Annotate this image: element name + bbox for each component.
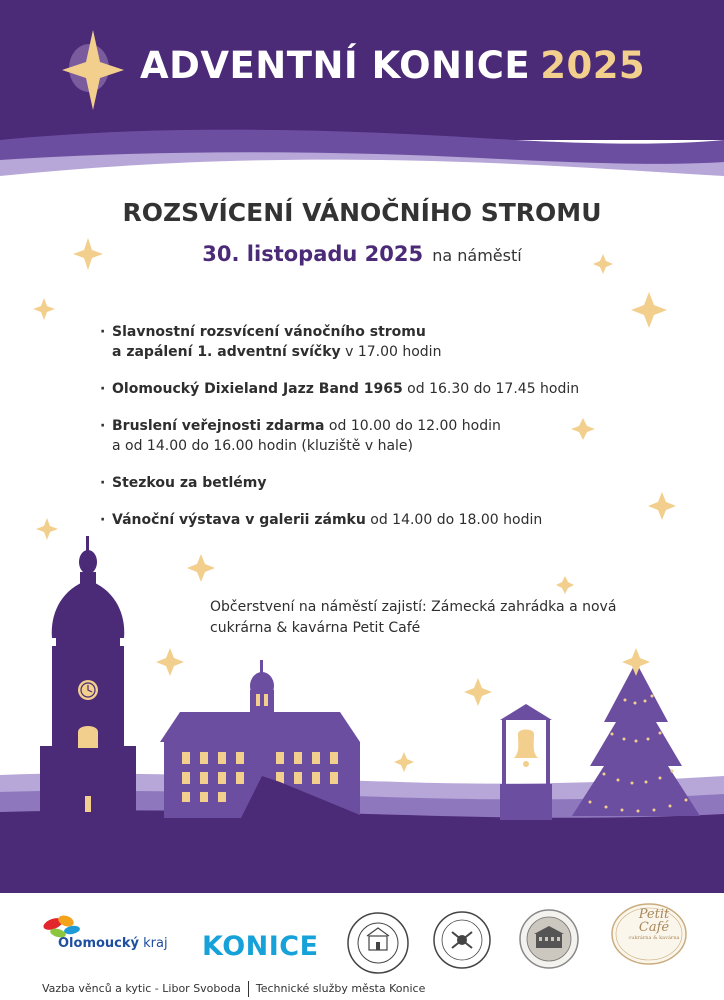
cultural-center-seal-icon xyxy=(345,910,411,976)
program-item-bold: Stezkou za betlémy xyxy=(112,475,267,491)
star-icon xyxy=(156,648,184,676)
program-item-text: a od 14.00 do 16.00 hodin (kluziště v hale) xyxy=(112,438,413,454)
petit-cafe-logo xyxy=(622,908,686,941)
program-item-text: od 14.00 do 18.00 hodin xyxy=(365,512,543,528)
star-icon xyxy=(464,678,492,706)
program-item-bold: Slavnostní rozsvícení vánočního stromu xyxy=(112,324,426,340)
program-item-text: v 17.00 hodin xyxy=(340,344,442,360)
star-icon xyxy=(648,492,676,520)
museum-seal-icon xyxy=(432,910,492,970)
credit-left: Vazba věnců a kytic - Libor Svoboda xyxy=(42,982,241,995)
konice-logo: KONICE xyxy=(202,931,319,962)
program-item-text: od 16.30 do 17.45 hodin xyxy=(402,381,580,397)
title-text: ADVENTNÍ KONICE xyxy=(140,44,531,87)
program-item-bold: Vánoční výstava v galerii zámku xyxy=(112,512,366,528)
star-icon xyxy=(593,254,613,274)
list-item xyxy=(100,322,620,362)
star-icon xyxy=(33,298,55,320)
program-item-bold: Olomoucký Dixieland Jazz Band 1965 xyxy=(112,381,403,397)
star-icon xyxy=(622,648,650,676)
event-title: ROZSVÍCENÍ VÁNOČNÍHO STROMU xyxy=(122,198,602,227)
petit-cafe-name: Petit Café xyxy=(638,907,670,935)
olomoucky-kraj-logo xyxy=(58,936,168,951)
christmas-tree xyxy=(572,662,700,816)
church-tower xyxy=(40,536,136,812)
refreshments-note: Občerstvení na náměstí zajistí: Zámecká zahrádka a nová cukrárna & kavárna Petit Café xyxy=(210,599,617,636)
program-list xyxy=(100,322,620,547)
star-icon xyxy=(394,752,414,772)
list-item xyxy=(100,416,620,456)
list-item xyxy=(100,473,620,493)
credit-right: Technické služby města Konice xyxy=(255,982,426,995)
window-icon xyxy=(78,726,98,748)
bell-icon xyxy=(514,730,538,759)
program-item-bold: a zapálení 1. adventní svíčky xyxy=(112,344,341,360)
program-item-bold: Bruslení veřejnosti zdarma xyxy=(112,418,325,434)
event-place: na náměstí xyxy=(432,246,522,265)
star-icon xyxy=(62,30,124,110)
program-item-text: od 10.00 do 12.00 hodin xyxy=(324,418,501,434)
town-silhouette xyxy=(0,520,724,900)
star-icon xyxy=(631,292,667,328)
credits-line xyxy=(42,981,425,997)
castle-seal-icon xyxy=(518,908,580,970)
star-icon xyxy=(73,238,103,270)
credit-divider xyxy=(248,981,249,997)
title-year: 2025 xyxy=(540,44,646,87)
olomoucky-bold: Olomoucký xyxy=(58,936,139,951)
olomoucky-rest: kraj xyxy=(139,936,168,951)
event-date: 30. listopadu 2025 xyxy=(202,242,424,266)
page-title xyxy=(140,44,645,87)
list-item xyxy=(100,379,620,399)
petit-cafe-sub: cukrárna & kavárna xyxy=(628,935,680,941)
